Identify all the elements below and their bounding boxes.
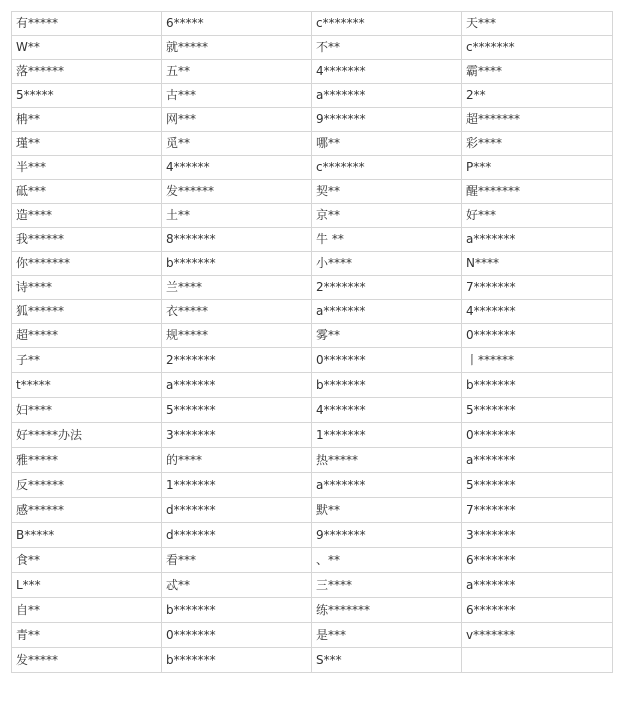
table-cell: 网*** — [162, 108, 312, 132]
table-row — [12, 300, 613, 324]
table-cell: 4****** — [162, 156, 312, 180]
table-cell: 兰**** — [162, 276, 312, 300]
table-cell: 4******* — [462, 300, 613, 324]
table-cell: 超******* — [462, 108, 613, 132]
table-cell: 五** — [162, 60, 312, 84]
table-cell: 2******* — [312, 276, 462, 300]
table-cell: 超***** — [12, 324, 162, 348]
table-cell: 2******* — [162, 348, 312, 373]
table-row — [12, 573, 613, 598]
table-cell: 砥*** — [12, 180, 162, 204]
table-cell: 9******* — [312, 108, 462, 132]
table-cell: 0******* — [462, 324, 613, 348]
table-cell: 狐****** — [12, 300, 162, 324]
table-cell: 3******* — [162, 423, 312, 448]
table-cell: 丨****** — [462, 348, 613, 373]
table-cell: b******* — [462, 373, 613, 398]
table-cell: 是*** — [312, 623, 462, 648]
table-cell: a******* — [462, 228, 613, 252]
table-row — [12, 132, 613, 156]
table-cell: 感****** — [12, 498, 162, 523]
table-cell: 7******* — [462, 276, 613, 300]
table-cell: 规***** — [162, 324, 312, 348]
table-row — [12, 276, 613, 300]
table-cell: 雾** — [312, 324, 462, 348]
table-row — [12, 84, 613, 108]
table-cell: a******* — [462, 573, 613, 598]
table-cell: 5******* — [162, 398, 312, 423]
table-cell: 土** — [162, 204, 312, 228]
table-cell: 不** — [312, 36, 462, 60]
table-row — [12, 448, 613, 473]
table-row — [12, 548, 613, 573]
table-cell: 练******* — [312, 598, 462, 623]
table-cell: 造**** — [12, 204, 162, 228]
table-row — [12, 204, 613, 228]
table-cell: 青** — [12, 623, 162, 648]
table-cell: 5******* — [462, 398, 613, 423]
table-row — [12, 423, 613, 448]
table-cell: 9******* — [312, 523, 462, 548]
table-cell: 好*****办法 — [12, 423, 162, 448]
table-cell: t***** — [12, 373, 162, 398]
table-cell: a******* — [312, 84, 462, 108]
table-cell: 哪** — [312, 132, 462, 156]
table-cell: c******* — [312, 12, 462, 36]
table-cell: 发***** — [12, 648, 162, 673]
table-cell: 6***** — [162, 12, 312, 36]
table-cell: 的**** — [162, 448, 312, 473]
table-cell: 6******* — [462, 598, 613, 623]
table-row — [12, 623, 613, 648]
table-row — [12, 156, 613, 180]
table-cell: 牛 ** — [312, 228, 462, 252]
table-cell: 彩**** — [462, 132, 613, 156]
table-cell: b******* — [162, 648, 312, 673]
table-row — [12, 473, 613, 498]
table-cell — [462, 648, 613, 673]
table-cell: 默** — [312, 498, 462, 523]
table-cell: c******* — [312, 156, 462, 180]
table-cell: 你******* — [12, 252, 162, 276]
table-cell: b******* — [162, 598, 312, 623]
table-cell: 8******* — [162, 228, 312, 252]
table-cell: 0******* — [312, 348, 462, 373]
table-cell: 、** — [312, 548, 462, 573]
table-cell: 4******* — [312, 398, 462, 423]
table-row — [12, 373, 613, 398]
table-cell: 古*** — [162, 84, 312, 108]
table-row — [12, 228, 613, 252]
table-cell: 衣***** — [162, 300, 312, 324]
table-cell: W** — [12, 36, 162, 60]
table-cell: 0******* — [162, 623, 312, 648]
table-cell: 1******* — [162, 473, 312, 498]
table-cell: a******* — [312, 300, 462, 324]
table-cell: 0******* — [462, 423, 613, 448]
username-grid-body — [12, 12, 613, 673]
table-cell: 1******* — [312, 423, 462, 448]
table-cell: 小**** — [312, 252, 462, 276]
table-cell: B***** — [12, 523, 162, 548]
table-row — [12, 36, 613, 60]
table-row — [12, 60, 613, 84]
table-row — [12, 598, 613, 623]
table-cell: 三**** — [312, 573, 462, 598]
table-cell: 6******* — [462, 548, 613, 573]
table-cell: 有***** — [12, 12, 162, 36]
table-cell: 醒******* — [462, 180, 613, 204]
table-cell: 5***** — [12, 84, 162, 108]
table-row — [12, 348, 613, 373]
table-cell: 妇**** — [12, 398, 162, 423]
table-cell: 雅***** — [12, 448, 162, 473]
table-cell: b******* — [312, 373, 462, 398]
table-cell: 食** — [12, 548, 162, 573]
table-row — [12, 523, 613, 548]
username-grid — [11, 11, 613, 673]
table-cell: S*** — [312, 648, 462, 673]
table-cell: 诗**** — [12, 276, 162, 300]
table-cell: 反****** — [12, 473, 162, 498]
table-cell: c******* — [462, 36, 613, 60]
table-cell: 就***** — [162, 36, 312, 60]
table-row — [12, 108, 613, 132]
table-row — [12, 180, 613, 204]
table-cell: 瑾** — [12, 132, 162, 156]
table-cell: 看*** — [162, 548, 312, 573]
table-cell: 契** — [312, 180, 462, 204]
table-cell: 天*** — [462, 12, 613, 36]
table-row — [12, 648, 613, 673]
table-cell: N**** — [462, 252, 613, 276]
table-cell: d******* — [162, 523, 312, 548]
table-cell: a******* — [162, 373, 312, 398]
table-cell: d******* — [162, 498, 312, 523]
table-cell: a******* — [462, 448, 613, 473]
table-row — [12, 12, 613, 36]
table-cell: 5******* — [462, 473, 613, 498]
table-cell: 忒** — [162, 573, 312, 598]
table-row — [12, 252, 613, 276]
table-row — [12, 498, 613, 523]
table-cell: 发****** — [162, 180, 312, 204]
table-cell: 3******* — [462, 523, 613, 548]
table-cell: 我****** — [12, 228, 162, 252]
table-cell: 落****** — [12, 60, 162, 84]
table-cell: v******* — [462, 623, 613, 648]
table-cell: 7******* — [462, 498, 613, 523]
table-row — [12, 324, 613, 348]
table-cell: 京** — [312, 204, 462, 228]
table-cell: 好*** — [462, 204, 613, 228]
table-cell: 霸**** — [462, 60, 613, 84]
table-cell: 觅** — [162, 132, 312, 156]
table-cell: a******* — [312, 473, 462, 498]
table-cell: 2** — [462, 84, 613, 108]
table-cell: 热***** — [312, 448, 462, 473]
table-cell: 自** — [12, 598, 162, 623]
table-cell: 柟** — [12, 108, 162, 132]
table-cell: 半*** — [12, 156, 162, 180]
table-cell: L*** — [12, 573, 162, 598]
table-cell: 4******* — [312, 60, 462, 84]
table-cell: b******* — [162, 252, 312, 276]
table-cell: P*** — [462, 156, 613, 180]
table-row — [12, 398, 613, 423]
table-cell: 子** — [12, 348, 162, 373]
